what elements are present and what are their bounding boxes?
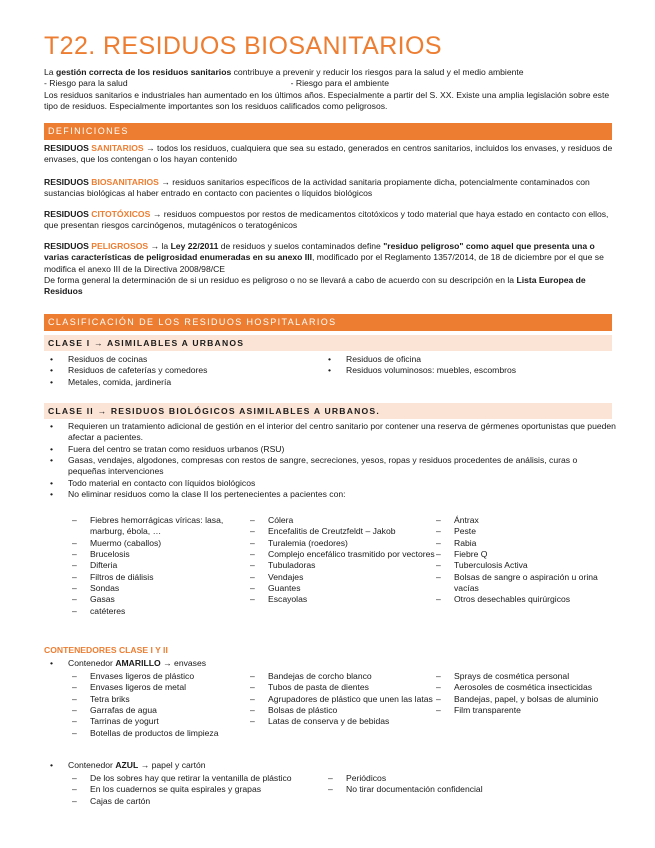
amarillo-col-1	[72, 671, 250, 739]
contenedores-label: CONTENEDORES CLASE I Y II	[44, 645, 168, 655]
clase2-pathogen-columns	[72, 515, 614, 617]
list-item: – Tetra briks	[72, 694, 250, 705]
intro-section	[44, 67, 614, 112]
list-item: – En los cuadernos se quita espirales y grapas	[72, 784, 328, 795]
pathogen-col-3	[436, 515, 614, 617]
list-item: – Escayolas	[250, 594, 436, 605]
contenedor-azul: • Contenedor AZUL → papel y cartón	[44, 760, 206, 771]
list-item: – Turalemia (roedores)	[250, 538, 436, 549]
list-item: – Complejo encefálico trasmitido por vectores	[250, 549, 436, 560]
list-item: – Bandejas, papel, y bolsas de aluminio	[436, 694, 614, 705]
list-item: – De los sobres hay que retirar la ventanilla de plástico	[72, 773, 328, 784]
list-item: – Tubos de pasta de dientes	[250, 682, 436, 693]
clase1-left-list	[44, 354, 324, 388]
list-item: – Fiebre Q	[436, 549, 614, 560]
clase2-header: CLASE II → RESIDUOS BIOLÓGICOS ASIMILABLES A URBANOS.	[44, 403, 612, 419]
list-item: – Fiebres hemorrágicas víricas: lasa, marburg, ébola, …	[72, 515, 250, 538]
container-color: AZUL	[115, 760, 139, 770]
container-color: AMARILLO	[115, 658, 161, 668]
def-sanitarios: RESIDUOS SANITARIOS → todos los residuos, cualquiera que sea su estado, generados en centros sanitarios, incluidos los envases, y residuos de envases, que los contengan o los hayan contenido	[44, 143, 613, 165]
intro-risks	[44, 78, 614, 89]
page-title: T22. RESIDUOS BIOSANITARIOS	[44, 32, 442, 60]
list-item: – Envases ligeros de metal	[72, 682, 250, 693]
list-item: – Periódicos	[328, 773, 558, 784]
list-item: – Envases ligeros de plástico	[72, 671, 250, 682]
amarillo-col-3	[436, 671, 614, 739]
list-item: • Requieren un tratamiento adicional de gestión en el interior del centro sanitario por contener una reserva de gérmenes oportunistas que pueden afectar a pacientes.	[44, 421, 616, 444]
pathogen-col-2	[250, 515, 436, 617]
definiciones-header: DEFINICIONES	[44, 123, 612, 140]
list-item: – Aerosoles de cosmética insecticidas	[436, 682, 614, 693]
lista-europea: Lista Europea de Residuos	[44, 275, 586, 297]
list-item: – Encefalitis de Creutzfeldt – Jakob	[250, 526, 436, 537]
list-item: – Difteria	[72, 560, 250, 571]
list-item: – Sprays de cosmética personal	[436, 671, 614, 682]
list-item: • Residuos de cocinas	[44, 354, 324, 365]
clase1-right-list	[322, 354, 612, 377]
list-item: – Bolsas de sangre o aspiración u orina vacías	[436, 572, 614, 595]
list-item: – Tuberculosis Activa	[436, 560, 614, 571]
def-type: CITOTÓXICOS	[91, 209, 151, 219]
def-type: SANITARIOS	[91, 143, 144, 153]
list-item: • No eliminar residuos como la clase II los pertenecientes a pacientes con:	[44, 489, 616, 500]
list-item: • Residuos de oficina	[322, 354, 612, 365]
def-type: BIOSANITARIOS	[91, 177, 159, 187]
list-item: • Fuera del centro se tratan como residuos urbanos (RSU)	[44, 444, 616, 455]
list-item: – Latas de conserva y de bebidas	[250, 716, 436, 727]
amarillo-col-2	[250, 671, 436, 739]
amarillo-columns	[72, 671, 614, 739]
azul-columns	[72, 773, 558, 807]
list-item: – Ántrax	[436, 515, 614, 526]
intro-line-1: La gestión correcta de los residuos sanitarios contribuye a prevenir y reducir los riesgos para la salud y el medio ambiente	[44, 67, 524, 77]
list-item: – No tirar documentación confidencial	[328, 784, 558, 795]
list-item: – Muermo (caballos)	[72, 538, 250, 549]
list-item: – Sondas	[72, 583, 250, 594]
list-item: – Tubuladoras	[250, 560, 436, 571]
clasificacion-header: CLASIFICACIÓN DE LOS RESIDUOS HOSPITALARIOS	[44, 314, 612, 331]
list-item: • Todo material en contacto con líquidos biológicos	[44, 478, 616, 489]
list-item: – catéteres	[72, 606, 250, 617]
contenedor-amarillo: • Contenedor AMARILLO → envases	[44, 658, 206, 669]
list-item: – Film transparente	[436, 705, 614, 716]
list-item: – Garrafas de agua	[72, 705, 250, 716]
def-biosanitarios: RESIDUOS BIOSANITARIOS → residuos sanitarios específicos de la actividad sanitaria propiamente dicha, potencialmente contaminados con sustancias biológicas al haber entrado en contacto con pacientes o líquidos biológicos	[44, 177, 590, 199]
azul-col-2	[328, 773, 558, 807]
list-item: – Brucelosis	[72, 549, 250, 560]
def-citotoxicos: RESIDUOS CITOTÓXICOS → residuos compuestos por restos de medicamentos citotóxicos y todo material que haya estado en contacto con ellos, que presentan riesgos carcinógenos, mutagénicos o teratogénicos	[44, 209, 609, 231]
list-item: • Gasas, vendajes, algodones, compresas con restos de sangre, secreciones, yesos, ropas y residuos procedentes de análisis, curas o pequeñas intervenciones	[44, 455, 616, 478]
risk-health: - Riesgo para la salud	[44, 78, 128, 89]
list-item: – Botellas de productos de limpieza	[72, 728, 250, 739]
list-item: – Peste	[436, 526, 614, 537]
list-item: – Vendajes	[250, 572, 436, 583]
def-type: PELIGROSOS	[91, 241, 149, 251]
list-item: – Bolsas de plástico	[250, 705, 436, 716]
list-item: – Agrupadores de plástico que unen las latas	[250, 694, 436, 705]
list-item: – Rabia	[436, 538, 614, 549]
list-item: – Guantes	[250, 583, 436, 594]
azul-col-1	[72, 773, 328, 807]
list-item: – Gasas	[72, 594, 250, 605]
list-item: – Otros desechables quirúrgicos	[436, 594, 614, 605]
list-item: – Filtros de diálisis	[72, 572, 250, 583]
def-peligrosos: RESIDUOS PELIGROSOS → la Ley 22/2011 de residuos y suelos contaminados define "residuo peligroso" como aquel que presenta una o varias características de peligrosidad enumeradas en su anexo III, modificado por el Reglamento 1357/2014, de 18 de diciembre por el que se modifica el anexo III de la Directiva 2008/98/CE De forma general la determinación de si un residuo es peligroso o no se llevará a cabo de acuerdo con su descripción en la Lista Europea de Residuos	[44, 241, 604, 297]
intro-line-3: Los residuos sanitarios e industriales han aumentado en los últimos años. Especialmente a partir del S. XX. Existe una amplia legislación sobre este tipo de residuos. Especialmente importantes son los residuos calificados como peligrosos.	[44, 89, 610, 112]
clase1-header: CLASE I → ASIMILABLES A URBANOS	[44, 335, 612, 351]
list-item: – Cajas de cartón	[72, 796, 328, 807]
list-item: • Metales, comida, jardinería	[44, 377, 324, 388]
list-item: • Residuos voluminosos: muebles, escombros	[322, 365, 612, 376]
risk-env: - Riesgo para el ambiente	[290, 78, 390, 89]
list-item: – Tarrinas de yogurt	[72, 716, 250, 727]
clase2-bullets	[44, 421, 616, 500]
list-item: – Cólera	[250, 515, 436, 526]
list-item: – Bandejas de corcho blanco	[250, 671, 436, 682]
law-reference: Ley 22/2011	[170, 241, 219, 251]
pathogen-col-1	[72, 515, 250, 617]
intro-bold: gestión correcta de los residuos sanitarios	[55, 67, 232, 77]
list-item: • Residuos de cafeterías y comedores	[44, 365, 324, 376]
